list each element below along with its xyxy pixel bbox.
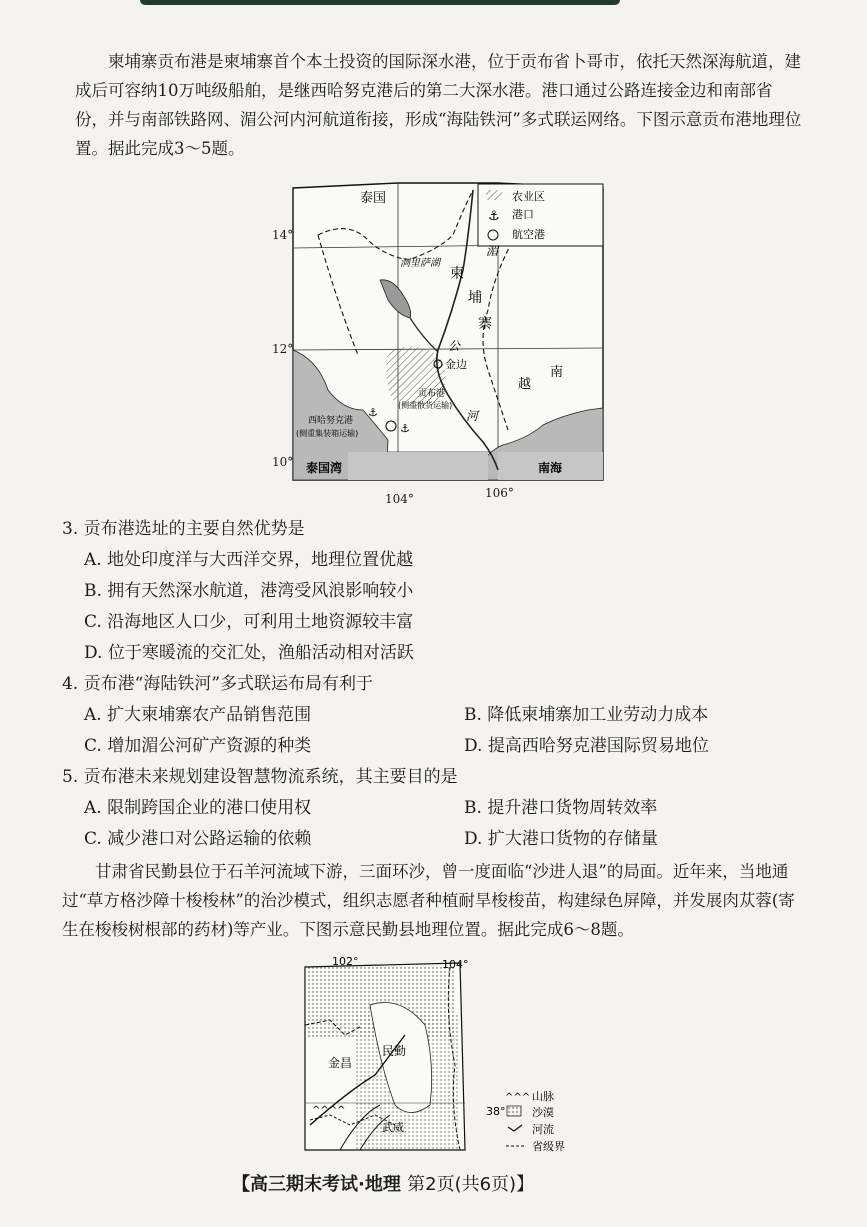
lon-106: 106° [485,486,514,500]
port-icon: ⚓ [488,209,500,224]
label-gulf: 泰国湾 [306,461,343,475]
label-kampot: 贡布港 [418,389,446,399]
q5-option-c: C. 减少港口对公路运输的依赖 [84,829,312,849]
q3-option-b: B. 拥有天然深水航道，港湾受风浪影响较小 [84,581,414,601]
lon-104: 104° [385,492,414,506]
label-mekong2: 公 [448,339,461,353]
legend-agri: 农业区 [512,190,545,203]
label-cam2: 埔 [468,290,482,306]
footer-page: 第2页(共6页)】 [407,1174,535,1195]
label-jinchang: 金昌 [328,1056,353,1070]
q5-option-d: D. 扩大港口货物的存储量 [464,829,658,849]
lat-10: 10° [272,455,294,469]
q4-stem: 4. 贡布港“海陆铁河”多式联运布局有利于 [62,674,374,694]
lat-14: 14° [272,228,294,242]
q4-option-d: D. 提高西哈努克港国际贸易地位 [464,736,709,756]
mountain-icon: ^^^ [505,1092,531,1103]
label-mekong3: 河 [466,409,479,423]
scan-top-edge [140,0,620,5]
label-sihanouk: 西哈努克港 [308,416,354,426]
q5-option-a: A. 限制跨国企业的港口使用权 [84,798,312,818]
kampot-map [288,180,608,510]
svg-text:^^^^: ^^^^ [312,1105,346,1116]
label-cam3: 寨 [478,316,492,332]
lat-38: 38° [486,1105,506,1118]
q5-stem: 5. 贡布港未来规划建设智慧物流系统，其主要目的是 [62,767,458,787]
svg-text:⚓: ⚓ [400,422,410,435]
legend-desert: 沙漠 [532,1106,554,1119]
q3-option-c: C. 沿海地区人口少，可利用土地资源较丰富 [84,612,414,632]
label-thailand: 泰国 [360,191,387,206]
passage-minqin: 甘肃省民勤县位于石羊河流域下游，三面环沙，曾一度面临“沙进人退”的局面。近年来，当地通过“草方格沙障十梭梭林”的治沙模式，组织志愿者种植耐旱梭梭苗，构建绿色屏障，并发展肉苁蓉(寄生在梭梭树根部的药材)等产业。下图示意民勤县地理位置。据此完成6～8题。 [62,862,795,939]
svg-text:⚓: ⚓ [368,406,378,419]
label-southsea: 南海 [538,461,563,475]
lat-12: 12° [272,342,294,356]
label-vn1: 越 [518,377,532,392]
minqin-map [300,955,600,1160]
q3-option-d: D. 位于寒暖流的交汇处，渔船活动相对活跃 [84,643,414,663]
lon-102: 102° [332,955,359,968]
label-phnompenh: 金边 [445,358,467,371]
label-cam1: 柬 [450,266,464,282]
legend-mountain: 山脉 [532,1090,554,1103]
q4-option-a: A. 扩大柬埔寨农产品销售范围 [84,705,312,725]
label-tonlesap: 洞里萨湖 [400,258,440,269]
river-icon [508,1125,522,1131]
footer-title: 【高三期末考试·地理 [232,1174,401,1195]
passage-kampot: 柬埔寨贡布港是柬埔寨首个本土投资的国际深水港，位于贡布省卜哥市，依托天然深海航道，建成后可容纳10万吨级船舶，是继西哈努克港后的第二大深水港。港口通过公路连接金边和南部省份，并与南部铁路网、湄公河内河航道衔接，形成“海陆铁河”多式联运网络。下图示意贡布港地理位置。据此完成3～5题。 [75,52,802,158]
label-vn2: 南 [550,365,564,380]
label-minqin: 民勤 [382,1044,407,1058]
legend-border: 省级界 [532,1140,565,1153]
legend-river: 河流 [532,1123,554,1136]
q4-option-c: C. 增加湄公河矿产资源的种类 [84,736,312,756]
q3-stem: 3. 贡布港选址的主要自然优势是 [62,519,305,539]
legend-port: 港口 [512,208,534,221]
label-kampot-note: (侧重散货运输) [398,401,453,410]
q5-option-b: B. 提升港口货物周转效率 [464,798,658,818]
lon-104-b: 104° [442,958,469,971]
label-wuwei: 武威 [382,1121,404,1134]
q3-option-a: A. 地处印度洋与大西洋交界，地理位置优越 [84,550,414,570]
desert-icon [507,1106,521,1116]
label-sihanouk-note: (侧重集装箱运输) [296,429,359,438]
label-mekong1: 湄 [486,244,499,258]
page-footer [232,1170,534,1196]
q4-option-b: B. 降低柬埔寨加工业劳动力成本 [464,705,709,725]
legend-airport: 航空港 [512,228,545,241]
